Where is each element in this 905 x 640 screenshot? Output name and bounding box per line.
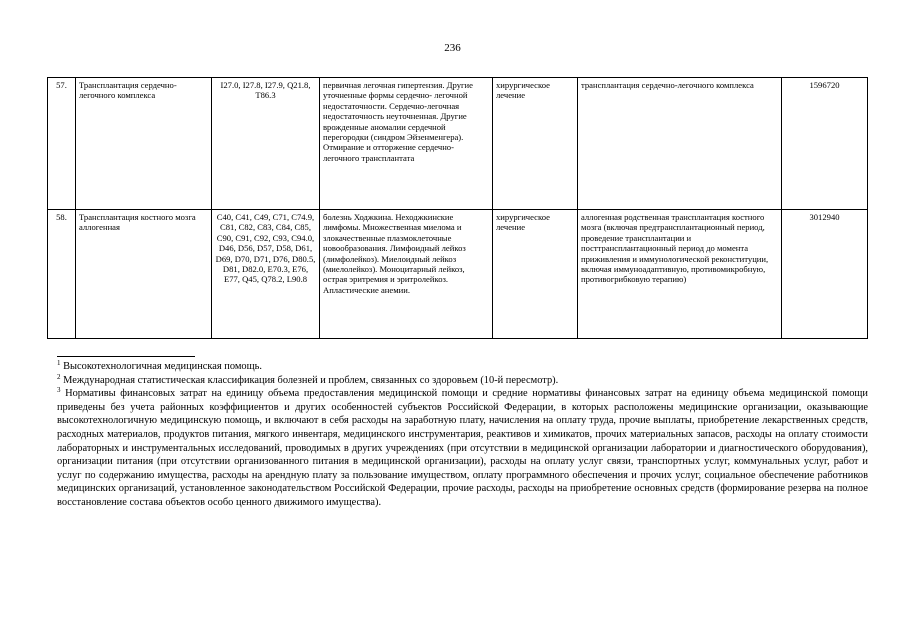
page-number: 236	[444, 42, 461, 54]
diagnosis: болезнь Ходжкина. Неходжкинские лимфомы. Множественная миелома и злокачественные плазмоклеточные новообразования. Лимфоидный лейкоз (лимфолейкоз). Миелоидный лейкоз (миелолейкоз). Моноцитарный лейкоз, острая эритремия и эритролейкоз. Апластические анемии.	[320, 210, 493, 339]
table-row	[48, 210, 868, 339]
table-row	[48, 78, 868, 210]
row-number: 57.	[48, 78, 76, 210]
treatment-method: аллогенная родственная трансплантация костного мозга (включая предтрансплантационный период, проведение трансплантации и посттрансплантационный период до момента приживления и иммунологической реконституции, включая иммуноадаптивную, противомикробную, противогрибковую терапию)	[578, 210, 782, 339]
icd-codes: C40, C41, C49, C71, C74.9, C81, C82, C83, C84, C85, C90, C91, C92, C93, C94.0, D46, D56, D57, D58, D61, D69, D70, D71, D76, D80.5, D81, D82.0, E70.3, E76, E77, Q45, Q78.2, L90.8	[212, 210, 320, 339]
icd-codes: I27.0, I27.8, I27.9, Q21.8, T86.3	[212, 78, 320, 210]
row-number: 58.	[48, 210, 76, 339]
footnote-marker: 3	[57, 386, 61, 395]
footnote-divider	[57, 356, 195, 357]
cost-standard: 1596720	[782, 78, 868, 210]
footnote-text: Высокотехнологичная медицинская помощь.	[63, 361, 262, 372]
diagnosis: первичная легочная гипертензия. Другие уточненные формы сердечно- легочной недостаточности. Сердечно-легочная недостаточность неуточненная. Другие врожденные аномалии сердечной перегородки (синдром Эйзенменгера). Отмирание и отторжение сердечно-легочного трансплантата	[320, 78, 493, 210]
treatment-method: трансплантация сердечно-легочного комплекса	[578, 78, 782, 210]
vmp-name: Трансплантация сердечно-легочного комплекса	[76, 78, 212, 210]
treatment-type: хирургическое лечение	[493, 78, 578, 210]
vmp-table	[47, 77, 868, 339]
footnote	[57, 360, 868, 374]
vmp-name: Трансплантация костного мозга аллогенная	[76, 210, 212, 339]
footnote	[57, 374, 868, 388]
footnotes	[57, 360, 868, 510]
footnote-text: Международная статистическая классификация болезней и проблем, связанных со здоровьем (10-й пересмотр).	[63, 374, 559, 386]
cost-standard: 3012940	[782, 210, 868, 339]
footnote	[57, 387, 868, 509]
footnote-marker: 1	[57, 359, 61, 367]
footnote-text: Нормативы финансовых затрат на единицу объема предоставления медицинской помощи и средние нормативы финансовых затрат на единицу объема медицинской помощи приведены без учета районных коэффициентов и других особенностей субъектов Российской Федерации, в которых расположены медицинские организации, оказывающие высокотехнологичную медицинскую помощь, и включают в себя расходы на заработную плату, начисления на оплату труда, прочие выплаты, приобретение лекарственных средств, расходных материалов, продуктов питания, мягкого инвентаря, медицинского инструментария, реактивов и химикатов, прочих материальных запасов, расходы на оплату стоимости лабораторных и инструментальных исследований, проводимых в других учреждениях (при отсутствии в медицинской организации лаборатории и диагностического оборудования), организации питания (при отсутствии организованного питания в медицинской организации), расходы на оплату услуг связи, транспортных услуг, коммунальных услуг, работ и услуг по содержанию имущества, расходы на арендную плату за пользование имуществом, оплату программного обеспечения и прочих услуг, социальное обеспечение работников медицинских организаций, установленное законодательством Российской Федерации, прочие расходы, расходы на приобретение основных средств (формирование резерва на полное восстановление состава объектов особо ценного движимого имущества).	[57, 388, 868, 508]
footnote-marker: 2	[57, 372, 61, 381]
treatment-type: хирургическое лечение	[493, 210, 578, 339]
